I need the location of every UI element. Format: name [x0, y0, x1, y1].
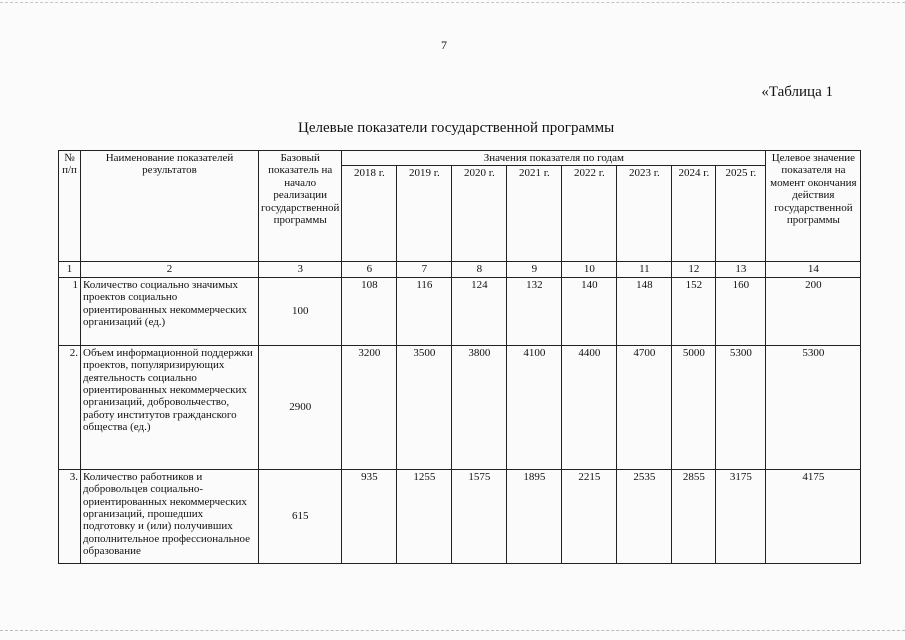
column-number: 10	[562, 262, 617, 277]
row-value: 108	[342, 277, 397, 345]
row-num: 2.	[59, 345, 81, 469]
column-number: 6	[342, 262, 397, 277]
row-target: 4175	[766, 469, 861, 563]
row-name: Количество работников и добровольцев социально-ориентированных некоммерческих организаций, прошедших подготовку и (или) получивших дополнительное профессиональное образование	[81, 469, 259, 563]
column-number: 2	[81, 262, 259, 277]
table-row	[59, 277, 861, 345]
row-value: 116	[397, 277, 452, 345]
header-year: 2021 г.	[507, 166, 562, 262]
header-year: 2019 г.	[397, 166, 452, 262]
row-value: 4700	[617, 345, 672, 469]
row-value: 2215	[562, 469, 617, 563]
row-num: 1	[59, 277, 81, 345]
header-name: Наименование показателей результатов	[81, 151, 259, 262]
column-number: 14	[766, 262, 861, 277]
row-value: 3175	[716, 469, 766, 563]
row-value: 5300	[716, 345, 766, 469]
column-number: 9	[507, 262, 562, 277]
row-target: 5300	[766, 345, 861, 469]
row-value: 5000	[672, 345, 716, 469]
row-value: 140	[562, 277, 617, 345]
header-num: № п/п	[59, 151, 81, 262]
row-value: 3800	[452, 345, 507, 469]
header-year: 2023 г.	[617, 166, 672, 262]
page-number: 7	[441, 38, 447, 52]
table-reference: «Таблица 1	[761, 84, 833, 100]
row-value: 1895	[507, 469, 562, 563]
column-number: 7	[397, 262, 452, 277]
scan-edge-top	[0, 2, 905, 11]
column-number: 11	[617, 262, 672, 277]
row-value: 2535	[617, 469, 672, 563]
row-value: 935	[342, 469, 397, 563]
row-value: 1255	[397, 469, 452, 563]
header-values-group: Значения показателя по годам	[342, 151, 766, 166]
column-number: 13	[716, 262, 766, 277]
target-indicators-table	[58, 150, 861, 564]
row-base: 615	[259, 469, 342, 563]
row-num: 3.	[59, 469, 81, 563]
row-value: 124	[452, 277, 507, 345]
row-value: 4400	[562, 345, 617, 469]
table-row	[59, 345, 861, 469]
row-value: 148	[617, 277, 672, 345]
column-number: 3	[259, 262, 342, 277]
row-value: 4100	[507, 345, 562, 469]
row-name: Объем информационной поддержки проектов, популяризирующих деятельность социально ориентированных некоммерческих организаций, добровольчество, работу институтов гражданского общества (ед.)	[81, 345, 259, 469]
row-target: 200	[766, 277, 861, 345]
row-value: 152	[672, 277, 716, 345]
header-year: 2018 г.	[342, 166, 397, 262]
column-number: 12	[672, 262, 716, 277]
document-title: Целевые показатели государственной программы	[298, 120, 615, 136]
header-year: 2024 г.	[672, 166, 716, 262]
row-base: 2900	[259, 345, 342, 469]
header-target: Целевое значение показателя на момент окончания действия государственной программы	[766, 151, 861, 262]
table-row	[59, 469, 861, 563]
row-name: Количество социально значимых проектов социально ориентированных некоммерческих организаций (ед.)	[81, 277, 259, 345]
row-value: 3500	[397, 345, 452, 469]
row-value: 2855	[672, 469, 716, 563]
column-number-row	[59, 262, 861, 277]
column-number: 8	[452, 262, 507, 277]
header-year: 2025 г.	[716, 166, 766, 262]
column-number: 1	[59, 262, 81, 277]
header-base: Базовый показатель на начало реализации государственной программы	[259, 151, 342, 262]
header-row-1	[59, 151, 861, 166]
header-year: 2020 г.	[452, 166, 507, 262]
header-year: 2022 г.	[562, 166, 617, 262]
scan-edge-bottom	[0, 630, 905, 632]
row-value: 132	[507, 277, 562, 345]
row-value: 3200	[342, 345, 397, 469]
row-value: 160	[716, 277, 766, 345]
row-value: 1575	[452, 469, 507, 563]
row-base: 100	[259, 277, 342, 345]
